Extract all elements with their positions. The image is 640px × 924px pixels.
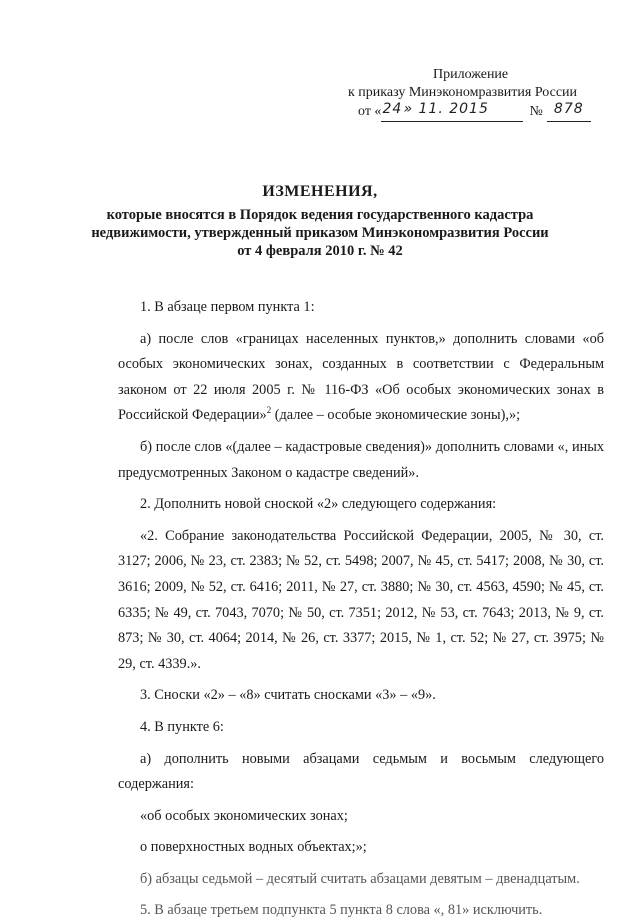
order-reference: к приказу Минэкономразвития России bbox=[348, 85, 578, 100]
paragraph-1a: а) после слов «границах населенных пунктов,» дополнить словами «об особых экономических зонах, созданных в соответствии с Федеральным законом от 22 июля 2005 г. № 116-ФЗ «Об особых экономических зонах в Российской Федерации»$^2$ (далее – особые экономические зоны),»; bbox=[118, 330, 604, 424]
paragraph-3: 3. Сноски «2» – «8» считать сносками «3» – «9». bbox=[140, 687, 436, 704]
appendix-header bbox=[340, 66, 620, 122]
paragraph-4: 4. В пункте 6: bbox=[140, 718, 224, 735]
order-date-line bbox=[340, 102, 620, 122]
appendix-label: Приложение bbox=[433, 67, 509, 82]
footnote-mark: 2 bbox=[266, 405, 272, 416]
date-prefix: от « bbox=[358, 104, 382, 119]
date-month-year: » 11. 2015 bbox=[403, 102, 523, 122]
paragraph-1: 1. В абзаце первом пункта 1: bbox=[140, 299, 315, 315]
document-body bbox=[118, 295, 604, 924]
paragraph-4a-line2: о поверхностных водных объектах;»; bbox=[140, 839, 367, 856]
paragraph-5: 5. В абзаце третьем подпункта 5 пункта 8 слова «, 81» исключить. bbox=[140, 902, 543, 919]
paragraph-1b: б) после слов «(далее – кадастровые сведения)» дополнить словами «, иных предусмотренных Законом о кадастре сведений». bbox=[118, 438, 604, 481]
footnote-text: «2. Собрание законодательства Российской Федерации, 2005, № 30, ст. 3127; 2006, № 23, ст. 2383; № 52, ст. 5498; 2007, № 45, ст. 5417; 2008, № 30, ст. 3616; 2009, № 52, ст. 6416; 2011, № 27, ст. 3880; № 30, ст. 4563, 4590; № 45, ст. 6335; № 49, ст. 7043, 7070; № 50, ст. 7351; 2012, № 53, ст. 7643; 2013, № 9, ст. 873; № 30, ст. 4064; 2014, № 26, ст. 3377; 2015, № 1, ст. 52; № 27, ст. 3975; № 29, ст. 4339.». bbox=[118, 527, 604, 672]
paragraph-2: 2. Дополнить новой сноской «2» следующего содержания: bbox=[140, 496, 497, 513]
paragraph-4a: а) дополнить новыми абзацами седьмым и восьмым следующего содержания: bbox=[118, 750, 604, 793]
paragraph-4a-line1: «об особых экономических зонах; bbox=[140, 807, 348, 824]
document-subtitle: которые вносятся в Порядок ведения государственного кадастра недвижимости, утвержденный приказом Минэкономразвития России от 4 февраля 2010 г. № 42 bbox=[91, 207, 549, 259]
number-prefix: № bbox=[529, 104, 543, 119]
order-number: 878 bbox=[547, 102, 591, 122]
date-day: 24 bbox=[381, 102, 403, 122]
document-title: ИЗМЕНЕНИЯ, bbox=[262, 183, 378, 200]
paragraph-4b: б) абзацы седьмой – десятый считать абзацами девятым – двенадцатым. bbox=[140, 870, 580, 887]
